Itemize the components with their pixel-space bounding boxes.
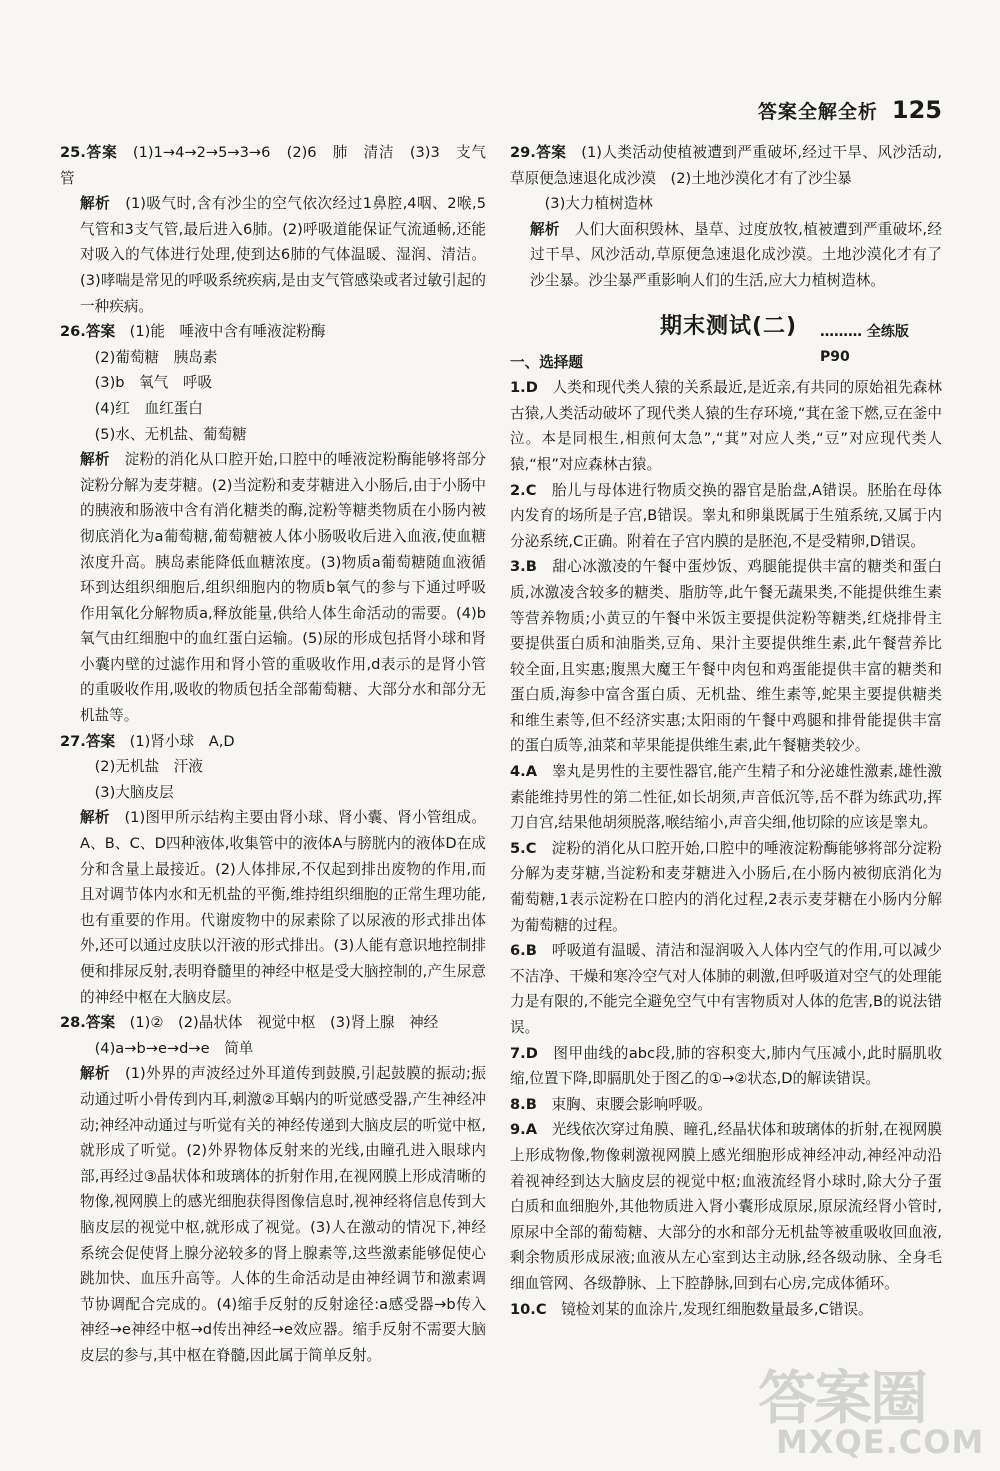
answer-paragraph bbox=[510, 1297, 942, 1323]
answer-text: 光线依次穿过角膜、瞳孔,经晶状体和玻璃体的折射,在视网膜上形成物像,物像刺激视网膜上感光细胞形成神经冲动,神经冲动沿着视神经到达大脑皮层的视觉中枢;血液流经肾小球时,除大分子蛋白质和血细胞外,其他物质进入肾小囊形成原尿,原尿流经肾小管时,原尿中全部的葡萄糖、大部分的水和部分无机盐等被重吸收回血液,剩余物质形成尿液;血液从左心室到达主动脉,经各级动脉、全身毛细血管网、各级静脉、上下腔静脉,回到右心房,完成体循环。 bbox=[510, 1121, 942, 1292]
question-number: 5.C bbox=[510, 839, 537, 857]
question-number: 9.A bbox=[510, 1121, 537, 1139]
section-ref: ……… 全练版 P90 bbox=[820, 323, 909, 366]
answer-text: (1)外界的声波经过外耳道传到鼓膜,引起鼓膜的振动;振动通过听小骨传到内耳,刺激②耳蜗内的听觉感受器,产生神经冲动;神经冲动通过与听觉有关的神经传递到大脑皮层的听觉中枢,就形成了听觉。(2)外界物体反射来的光线,由瞳孔进入眼球内部,再经过③晶状体和玻璃体的折射作用,在视网膜上形成清晰的物像,视网膜上的感光细胞获得图像信息时,视神经将信息传到大脑皮层的视觉中枢,就形成了视觉。(3)人在激动的情况下,神经系统会促使肾上腺分泌较多的肾上腺素等,这些激素能够促使心跳加快、血压升高等。人体的生命活动是由神经调节和激素调节协调配合完成的。(4)缩手反射的反射途径:a感受器→b传入神经→e神经中枢→d传出神经→e效应器。缩手反射不需要大脑皮层的参与,其中枢在脊髓,因此属于简单反射。 bbox=[80, 1065, 486, 1364]
answer-paragraph bbox=[60, 396, 486, 422]
answer-paragraph bbox=[60, 1036, 486, 1062]
answer-paragraph bbox=[510, 554, 942, 759]
answer-paragraph bbox=[60, 729, 486, 755]
answer-label: 答案 bbox=[85, 1014, 116, 1032]
answer-text: (5)水、无机盐、葡萄糖 bbox=[94, 425, 247, 443]
answer-paragraph bbox=[60, 319, 486, 345]
answer-text: 甜心冰激凌的午餐中蛋炒饭、鸡腿能提供丰富的糖类和蛋白质,冰激凌含较多的糖类、脂肪等,此午餐无蔬果类,不能提供维生素等营养物质;小黄豆的午餐中米饭主要提供淀粉等糖类,红烧排骨主要提供蛋白质和油脂类,豆角、果汁主要提供维生素,此午餐营养比较全面,且实惠;腹黑大魔王午餐中肉包和鸡蛋能提供丰富的糖类和蛋白质,海参中富含蛋白质、无机盐、维生素等,蛇果主要提供糖类和维生素等,但不经济实惠;太阳雨的午餐中鸡腿和排骨能提供丰富的蛋白质等,油菜和苹果能提供维生素,此午餐糖类较少。 bbox=[510, 558, 942, 755]
answer-text: 图甲曲线的abc段,肺的容积变大,肺内气压减小,此时膈肌收缩,位置下降,即膈肌处于图乙的①→②状态,D的解读错误。 bbox=[510, 1044, 942, 1088]
answer-text: (1)1→4→2→5→3→6 (2)6 肺 清洁 (3)3 支气管 bbox=[60, 144, 486, 187]
answer-paragraph bbox=[60, 1010, 486, 1036]
answer-paragraph bbox=[510, 375, 942, 477]
question-number: 29. bbox=[510, 144, 536, 161]
answer-paragraph bbox=[510, 1041, 942, 1092]
answer-label: 解析 bbox=[80, 809, 110, 827]
answer-paragraph bbox=[60, 370, 486, 396]
question-number: 28. bbox=[60, 1014, 86, 1032]
answer-text: (1)肾小球 A,D bbox=[129, 732, 235, 750]
answer-text: 镜检刘某的血涂片,发现红细胞数量最多,C错误。 bbox=[561, 1300, 873, 1318]
answer-paragraph bbox=[510, 191, 942, 217]
answer-label: 解析 bbox=[80, 451, 110, 469]
page-header bbox=[758, 96, 942, 124]
question-number: 8.B bbox=[510, 1095, 537, 1113]
answer-text: (4)a→b→e→d→e 简单 bbox=[94, 1039, 254, 1057]
answer-text: (2)无机盐 汗液 bbox=[94, 758, 203, 776]
header-title: 答案全解全析 bbox=[757, 100, 878, 123]
answer-label: 解析 bbox=[80, 1065, 110, 1083]
answer-paragraph bbox=[60, 1061, 486, 1368]
question-number: 25. bbox=[60, 144, 86, 161]
question-number: 26. bbox=[60, 323, 86, 341]
answer-paragraph bbox=[60, 191, 486, 319]
question-number: 27. bbox=[60, 732, 86, 750]
watermark-logo bbox=[736, 1351, 986, 1463]
answer-paragraph bbox=[510, 836, 942, 938]
right-column bbox=[510, 140, 942, 1322]
answer-paragraph bbox=[60, 805, 486, 1010]
question-number: 2.C bbox=[510, 481, 537, 499]
answer-text: (3)大脑皮层 bbox=[94, 783, 174, 801]
answer-paragraph bbox=[60, 345, 486, 371]
answer-paragraph bbox=[510, 478, 942, 555]
answer-label: 答案 bbox=[85, 732, 116, 750]
answer-text: 淀粉的消化从口腔开始,口腔中的唾液淀粉酶能够将部分淀粉分解为麦芽糖,当淀粉和麦芽糖进入小肠后,在小肠内被彻底消化为葡萄糖,1表示淀粉在口腔内的消化过程,2表示麦芽糖在小肠内分解为葡萄糖的过程。 bbox=[510, 839, 942, 934]
answer-text: 呼吸道有温暖、清洁和湿润吸入人体内空气的作用,可以减少不洁净、干燥和寒冷空气对人体肺的刺激,但呼吸道对空气的处理能力是有限的,不能完全避免空气中有害物质对人体的危害,B的说法错误。 bbox=[510, 942, 942, 1036]
answer-label: 答案 bbox=[85, 323, 116, 341]
question-number: 1.D bbox=[510, 379, 538, 397]
answer-paragraph bbox=[510, 1117, 942, 1296]
answer-text: (1)② (2)晶状体 视觉中枢 (3)肾上腺 神经 bbox=[129, 1014, 439, 1032]
answer-text: 束胸、束腰会影响呼吸。 bbox=[551, 1095, 712, 1113]
page-number: 125 bbox=[891, 96, 942, 124]
answer-text: 睾丸是男性的主要性器官,能产生精子和分泌雄性激素,雄性激素能维持男性的第二性征,如长胡须,声音低沉等,岳不群为练武功,挥刀自宫,结果他胡须脱落,喉结缩小,声音尖细,他切除的应该是睾丸。 bbox=[510, 763, 942, 832]
choice-answers bbox=[510, 375, 942, 1322]
answer-paragraph bbox=[510, 1092, 942, 1118]
answer-paragraph bbox=[60, 754, 486, 780]
answer-paragraph bbox=[60, 447, 486, 729]
q29-block bbox=[510, 140, 942, 294]
answer-text: (1)能 唾液中含有唾液淀粉酶 bbox=[129, 323, 326, 341]
answer-paragraph bbox=[60, 140, 486, 191]
watermark-bottom: MXQE.COM bbox=[776, 1423, 985, 1461]
answer-label: 答案 bbox=[85, 144, 118, 161]
answer-text: 胎儿与母体进行物质交换的器官是胎盘,A错误。胚胎在母体内发育的场所是子宫,B错误。睾丸和卵巢既属于生殖系统,又属于内分泌系统,C正确。附着在子宫内膜的是胚泡,不是受精卵,D错误。 bbox=[510, 481, 942, 550]
question-number: 3.B bbox=[510, 558, 537, 576]
question-number: 6.B bbox=[510, 942, 537, 960]
answer-text: (2)葡萄糖 胰岛素 bbox=[94, 348, 218, 366]
answer-paragraph bbox=[60, 780, 486, 806]
answer-label: 解析 bbox=[80, 195, 111, 213]
answer-paragraph bbox=[510, 938, 942, 1040]
answer-label: 答案 bbox=[535, 144, 567, 161]
answer-text: 人类和现代类人猿的关系最近,是近亲,有共同的原始祖先森林古猿,人类活动破坏了现代类人猿的生存环境,“萁在釜下燃,豆在釜中泣。本是同根生,相煎何太急”,“萁”对应人类,“豆”对应现代类人猿,“根”对应森林古猿。 bbox=[510, 379, 942, 473]
question-number: 7.D bbox=[510, 1044, 538, 1062]
section-title: 期末测试(二) bbox=[660, 313, 798, 339]
question-number: 4.A bbox=[510, 763, 537, 781]
section-subhead: 一、选择题 bbox=[510, 353, 583, 371]
question-number: 10.C bbox=[510, 1300, 547, 1318]
answer-paragraph bbox=[510, 217, 942, 294]
answer-text: (3)b 氧气 呼吸 bbox=[94, 374, 213, 392]
answer-text: 人们大面积毁林、垦草、过度放牧,植被遭到严重破坏,经过干旱、风沙活动,草原便急速退化成沙漠。土地沙漠化才有了沙尘暴。沙尘暴严重影响人们的生活,应大力植树造林。 bbox=[530, 220, 942, 289]
left-column bbox=[60, 140, 486, 1369]
answer-text: 淀粉的消化从口腔开始,口腔中的唾液淀粉酶能够将部分淀粉分解为麦芽糖。(2)当淀粉和麦芽糖进入小肠后,由于小肠中的胰液和肠液中含有消化糖类的酶,淀粉等糖类物质在小肠内被彻底消化为a葡萄糖,葡萄糖被人体小肠吸收后进入血液,使血糖浓度升高。胰岛素能降低血糖浓度。(3)物质a葡萄糖随血液循环到达组织细胞后,组织细胞内的物质b氧气的参与下通过呼吸作用氧化分解物质a,释放能量,供给人体生命活动的需要。(4)b氧气由红细胞中的血红蛋白运输。(5)尿的形成包括肾小球和肾小囊内壁的过滤作用和肾小管的重吸收作用,d表示的是肾小管的重吸收作用,吸收的物质包括全部葡萄糖、大部分水和部分无机盐等。 bbox=[80, 451, 486, 725]
answer-text: (1)人类活动使植被遭到严重破坏,经过干旱、风沙活动,草原便急速退化成沙漠 (2)土地沙漠化才有了沙尘暴 bbox=[510, 144, 942, 187]
watermark-top: 答案圈 bbox=[758, 1364, 927, 1432]
answer-paragraph bbox=[510, 140, 942, 191]
answer-paragraph bbox=[60, 422, 486, 448]
answer-text: (3)大力植树造林 bbox=[544, 195, 653, 213]
answer-text: (4)红 血红蛋白 bbox=[94, 399, 203, 417]
answer-paragraph bbox=[510, 759, 942, 836]
answer-text: (1)吸气时,含有沙尘的空气依次经过1鼻腔,4咽、2喉,5气管和3支气管,最后进入6肺。(2)呼吸道能保证气流通畅,还能对吸入的气体进行处理,使到达6肺的气体温暖、湿润、清洁。(3)哮喘是常见的呼吸系统疾病,是由支气管感染或者过敏引起的一种疾病。 bbox=[80, 195, 486, 315]
answer-label: 解析 bbox=[530, 220, 560, 238]
answer-text: (1)图甲所示结构主要由肾小球、肾小囊、肾小管组成。A、B、C、D四种液体,收集管中的液体A与膀胱内的液体D在成分和含量上最接近。(2)人体排尿,不仅起到排出废物的作用,而且对调节体内水和无机盐的平衡,维持组织细胞的正常生理功能,也有重要的作用。代谢废物中的尿素除了以尿液的形式排出体外,还可以通过皮肤以汗液的形式排出。(3)人能有意识地控制排便和排尿反射,表明脊髓里的神经中枢是受大脑控制的,产生尿意的神经中枢在大脑皮层。 bbox=[80, 809, 486, 1006]
